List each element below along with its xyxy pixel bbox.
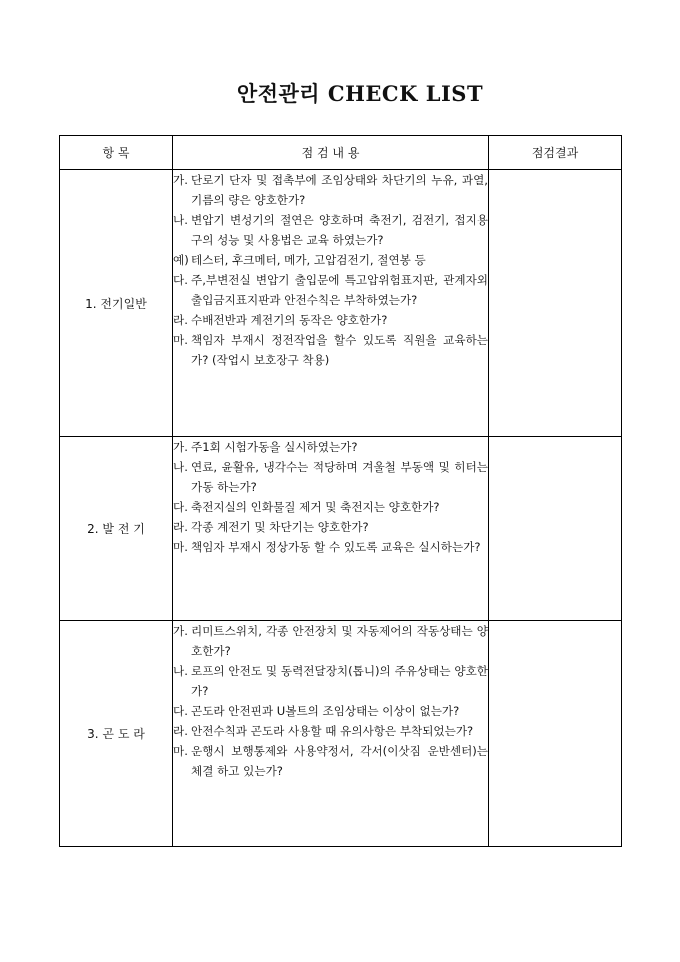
- list-item: 가. 주1회 시험가동을 실시하였는가?: [173, 440, 358, 454]
- list-item: 나. 로프의 안전도 및 동력전달장치(톱니)의 주유상태는 양호한가?: [173, 664, 488, 698]
- category-cell: 3. 곤 도 라: [60, 621, 173, 847]
- list-item: 예) 테스터, 후크메터, 메가, 고압검전기, 절연봉 등: [173, 253, 426, 267]
- section-row-generator: [60, 437, 622, 621]
- header-content: 점 검 내 용: [173, 136, 489, 170]
- result-cell[interactable]: [489, 621, 622, 847]
- list-item: 라. 각종 계전기 및 차단기는 양호한가?: [173, 520, 369, 534]
- category-cell: 2. 발 전 기: [60, 437, 173, 621]
- list-item: 나. 연료, 윤활유, 냉각수는 적당하며 겨울철 부동액 및 히터는 가동 하는가?: [173, 460, 488, 494]
- header-item: 항 목: [60, 136, 173, 170]
- result-cell[interactable]: [489, 170, 622, 437]
- list-item: 가. 리미트스위치, 각종 안전장치 및 자동제어의 작동상태는 양호한가?: [173, 624, 488, 658]
- checklist-table: [59, 135, 622, 847]
- document-title: 안전관리 CHECK LIST: [236, 81, 484, 106]
- header-result: 점검결과: [489, 136, 622, 170]
- content-cell: [173, 621, 489, 847]
- category-cell: 1. 전기일반: [60, 170, 173, 437]
- result-cell[interactable]: [489, 437, 622, 621]
- content-cell: [173, 170, 489, 437]
- list-item: 마. 운행시 보행통제와 사용약정서, 각서(이삿짐 운반센터)는 체결 하고 있는가?: [173, 744, 488, 778]
- list-item: 다. 주,부변전실 변압기 출입문에 특고압위험표지판, 관계자외 출입금지표지판과 안전수칙은 부착하였는가?: [173, 273, 488, 307]
- list-item: 라. 수배전반과 계전기의 동작은 양호한가?: [173, 313, 388, 327]
- section-row-electric: [60, 170, 622, 437]
- list-item: 마. 책임자 부재시 정전작업을 할수 있도록 직원을 교육하는가? (작업시 보호장구 착용): [173, 333, 488, 367]
- list-item: 가. 단로기 단자 및 접촉부에 조임상태와 차단기의 누유, 과열, 기름의 량은 양호한가?: [173, 173, 488, 207]
- list-item: 나. 변압기 변성기의 절연은 양호하며 축전기, 검전기, 접지용구의 성능 및 사용법은 교육 하였는가?: [173, 213, 488, 247]
- header-row: [60, 136, 622, 170]
- list-item: 마. 책임자 부재시 정상가동 할 수 있도록 교육은 실시하는가?: [173, 540, 481, 554]
- list-item: 다. 축전지실의 인화물질 제거 및 축전지는 양호한가?: [173, 500, 440, 514]
- content-cell: [173, 437, 489, 621]
- list-item: 라. 안전수칙과 곤도라 사용할 때 유의사항은 부착되었는가?: [173, 724, 474, 738]
- list-item: 다. 곤도라 안전핀과 U볼트의 조임상태는 이상이 없는가?: [173, 704, 460, 718]
- section-row-gondola: [60, 621, 622, 847]
